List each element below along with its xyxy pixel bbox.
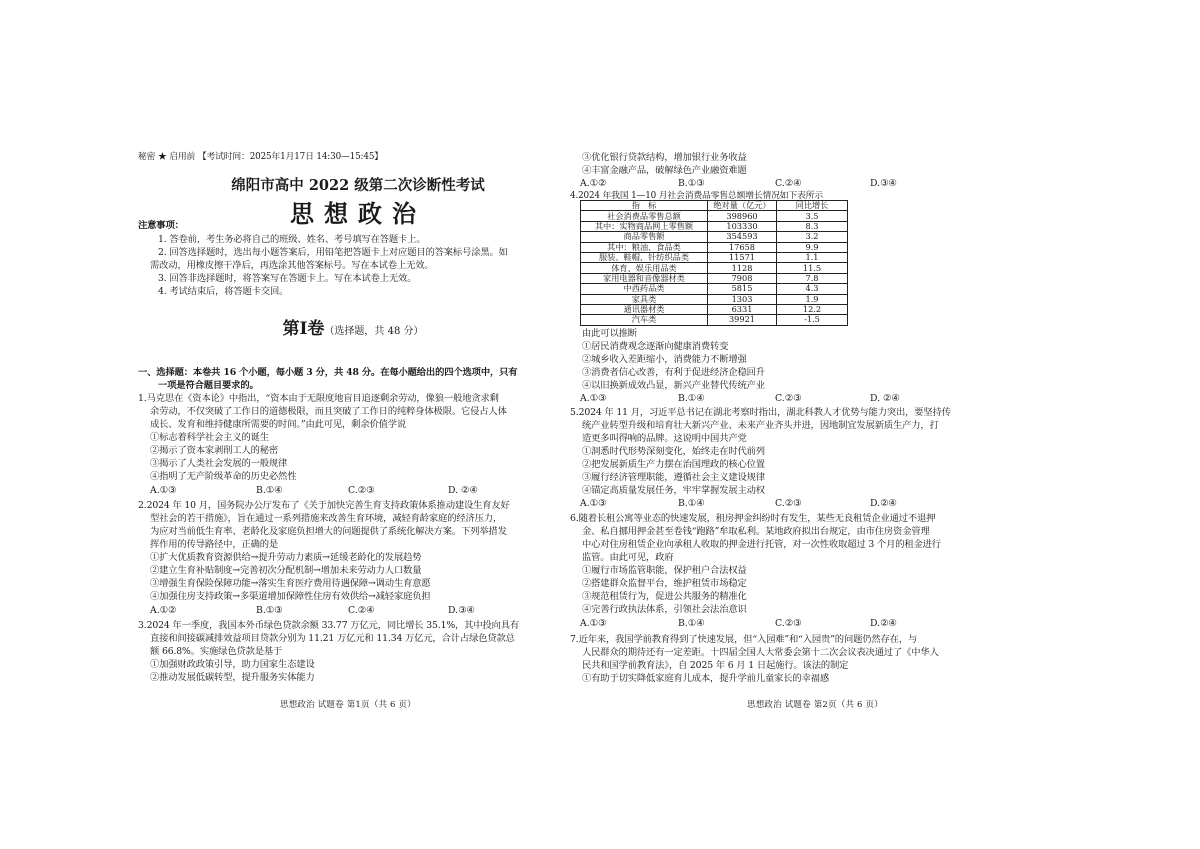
question-1-text: 1.马克思在《资本论》中指出，“资本由于无限度地盲目追逐剩余劳动，像狼一般地贪求剩 [138,393,499,404]
table-cell: 商品零售额 [581,232,708,242]
question-4-text: 4.2024 年我国 1—10 月社会消费品零售总额增长情况如下表所示 [570,191,824,201]
question-5-item: ③履行经济管理职能，遵循社会主义建设规律 [582,472,765,483]
question-3-item: ②推动发展低碳转型，提升服务实体能力 [150,672,315,683]
question-3-text: 直接和间接碳减排效益项目贷款分别为 11.21 万亿元和 11.34 万亿元，合计占绿色贷款总 [150,633,515,644]
question-6-option-c: C.②③ [775,618,802,629]
question-1-item: ④指明了无产阶级革命的历史必然性 [150,471,297,482]
table-cell: 其中：粮油、食品类 [581,242,708,252]
question-3-item: ④丰富金融产品，破解绿色产业融资难题 [582,165,747,176]
question-3-option-d: D.③④ [870,178,897,189]
question-5-option-c: C.②③ [775,498,802,509]
table-cell: 12.2 [777,304,848,314]
table-cell: 39921 [708,315,777,325]
notice-title: 注意事项： [138,220,184,231]
subject-title: 思想政治 [290,199,426,228]
question-2-text: 为应对当前低生育率、老龄化及家庭负担增大的问题提供了系统化解决方案。下列举措发 [150,526,507,537]
table-cell: 398960 [708,211,777,221]
question-4-option-d: D. ②④ [870,393,900,404]
table-cell: -1.5 [777,315,848,325]
table-cell: 体育、娱乐用品类 [581,263,708,273]
notice-line: 3. 回答非选择题时，将答案写在答题卡上。写在本试卷上无效。 [158,273,417,284]
page-2 [570,0,1060,849]
question-7-text: 民共和国学前教育法》，自 2025 年 6 月 1 日起施行。该法的制定 [582,660,849,671]
table-body [581,211,848,325]
question-6-item: ②搭建群众监督平台，维护租赁市场稳定 [582,578,747,589]
question-2-option-a: A.①② [150,605,177,616]
part-heading: 一项是符合题目要求的。 [158,380,259,391]
section-subtitle: （选择题，共 48 分） [324,326,424,337]
question-1-option-b: B.①④ [256,485,283,496]
question-7-text: 7.近年来，我国学前教育得到了快速发展，但“入园难”和“入园贵”的问题仍然存在，与 [570,634,918,645]
question-5-option-d: D.②④ [870,498,897,509]
question-6-item: ③规范租赁行为，促进公共服务的精准化 [582,591,747,602]
table-header-cell: 同比增长 [777,201,848,211]
table-cell: 其中：实物商品网上零售额 [581,221,708,231]
question-3-text: 3.2024 年一季度，我国本外币绿色贷款余额 33.77 万亿元，同比增长 35.1%，其中投向具有 [138,620,520,631]
table-row [581,211,848,221]
question-4-text: 由此可以推断 [582,328,637,339]
table-row [581,221,848,231]
table-row [581,232,848,242]
question-2-text: 2.2024 年 10 月，国务院办公厅发布了《关于加快完善生育支持政策体系推动建设生育友好 [138,500,510,511]
question-1-option-d: D. ②④ [448,485,478,496]
question-1-text: 成长、发育和维持健康所需要的时间。”由此可见，剩余价值学说 [150,419,407,430]
question-4-option-b: B.①④ [678,393,705,404]
table-cell: 11.5 [777,263,848,273]
question-5-option-a: A.①③ [580,498,607,509]
question-4-item: ①居民消费观念逐渐向健康消费转变 [582,341,729,352]
question-6-text: 监管。由此可见，政府 [582,552,674,563]
question-5-option-b: B.①④ [678,498,705,509]
table-row [581,315,848,325]
table-cell: 1.9 [777,294,848,304]
question-3-item: ③优化银行贷款结构，增加银行业务收益 [582,152,747,163]
question-1-text: 余劳动，不仅突破了工作日的道德极限，而且突破了工作日的纯粹身体极限。它侵占人体 [150,406,507,417]
table-row [581,294,848,304]
retail-sales-table [580,200,848,326]
exam-title: 绵阳市高中 2022 级第二次诊断性考试 [231,177,485,194]
question-1-item: ②揭示了资本家剥削工人的秘密 [150,445,279,456]
question-5-text: 5.2024 年 11 月，习近平总书记在湖北考察时指出，湖北科教人才优势与能力突出，要坚持传 [570,407,951,418]
question-3-option-a: A.①② [580,178,607,189]
question-2-item: ①扩大优质教育资源供给→提升劳动力素质→延缓老龄化的发展趋势 [150,552,422,563]
question-6-text: 6.随着长租公寓等业态的快速发展，租房押金纠纷时有发生，某些无良租赁企业通过不退押 [570,513,936,524]
table-cell: 1128 [708,263,777,273]
table-cell: 11571 [708,252,777,262]
table-cell: 家用电器和音像器材类 [581,273,708,283]
table-row [581,273,848,283]
question-5-text: 统产业转型升级和培育壮大新兴产业、未来产业齐头并进，因地制宜发展新质生产力，打 [582,420,939,431]
question-6-text: 中心对住房租赁企业向承租人收取的押金进行托管，对一次性收取超过 3 个月的租金进行 [582,539,941,550]
question-7-item: ①有助于切实降低家庭育儿成本，提升学前儿童家长的幸福感 [582,673,829,684]
question-6-option-d: D.②④ [870,618,897,629]
table-cell: 6331 [708,304,777,314]
table-cell: 7908 [708,273,777,283]
table-row [581,263,848,273]
table-cell: 7.8 [777,273,848,283]
question-2-text: 型社会的若干措施》，旨在通过一系列措施来改善生育环境，减轻育龄家庭的经济压力， [150,513,503,524]
question-3-text: 额 66.8%。实施绿色贷款是基于 [150,646,283,657]
table-cell: 17658 [708,242,777,252]
question-5-item: ④锚定高质量发展任务，牢牢掌握发展主动权 [582,485,765,496]
table-cell: 服装、鞋帽、针纺织品类 [581,252,708,262]
question-1-option-a: A.①③ [150,485,177,496]
table-cell: 3.2 [777,232,848,242]
question-4-option-c: C.②③ [775,393,802,404]
question-4-item: ②城乡收入差距缩小，消费能力不断增强 [582,354,747,365]
table-cell: 社会消费品零售总额 [581,211,708,221]
question-3-item: ①加强财政政策引导，助力国家生态建设 [150,659,315,670]
notice-line: 4. 考试结束后，将答题卡交回。 [158,286,289,297]
question-2-option-c: C.②④ [348,605,375,616]
question-6-text: 金、私自挪用押金甚至卷钱“跑路”牟取私利。某地政府拟出台规定，由市住房资金管理 [582,526,930,537]
page-footer: 思想政治 试题卷 第1页（共 6 页） [280,700,416,710]
question-3-option-c: C.②④ [775,178,802,189]
question-1-item: ③揭示了人类社会发展的一般规律 [150,458,288,469]
question-6-option-b: B.①④ [678,618,705,629]
question-1-option-c: C.②③ [348,485,375,496]
table-cell: 中西药品类 [581,284,708,294]
table-row [581,304,848,314]
notice-line: 2. 回答选择题时，选出每小题答案后，用铅笔把答题卡上对应题目的答案标号涂黑。如 [158,247,508,258]
question-5-item: ①洞悉时代形势深刻变化，始终走在时代前列 [582,446,765,457]
table-cell: 1303 [708,294,777,304]
question-6-item: ①履行市场监管职能，保护租户合法权益 [582,565,747,576]
question-4-item: ④以旧换新成效凸显，新兴产业替代传统产业 [582,380,765,391]
question-2-text: 挥作用的传导路径中，正确的是 [150,539,279,550]
page-footer: 思想政治 试题卷 第2页（共 6 页） [747,700,883,710]
section-heading [138,314,568,339]
table-header-row [581,201,848,211]
question-2-option-b: B.①③ [256,605,283,616]
question-6-option-a: A.①③ [580,618,607,629]
notice-line: 1. 答卷前，考生务必将自己的班级、姓名、考号填写在答题卡上。 [158,234,426,245]
secret-line: 秘密 ★ 启用前 【考试时间：2025年1月17日 14:30—15:45】 [138,152,383,162]
question-1-item: ①标志着科学社会主义的诞生 [150,432,269,443]
question-5-item: ②把发展新质生产力摆在治国理政的核心位置 [582,459,765,470]
question-6-item: ④完善行政执法体系，引领社会法治意识 [582,604,747,615]
table-cell: 4.3 [777,284,848,294]
section-title: 第Ⅰ卷 [282,319,325,339]
table-cell: 103330 [708,221,777,231]
table-cell: 通讯器材类 [581,304,708,314]
table-cell: 1.1 [777,252,848,262]
table-header-cell: 绝对量（亿元） [708,201,777,211]
table-header-cell: 指 标 [581,201,708,211]
table-cell: 家具类 [581,294,708,304]
table-cell: 9.9 [777,242,848,252]
question-2-item: ③增强生育保险保障功能→落实生育医疗费用待遇保障→调动生育意愿 [150,578,431,589]
question-4-item: ③消费者信心改善，有利于促进经济企稳回升 [582,367,765,378]
table-row [581,252,848,262]
part-heading: 一、选择题：本卷共 16 个小题，每小题 3 分，共 48 分。在每小题给出的四个选项中，只有 [138,367,518,378]
table-cell: 8.3 [777,221,848,231]
question-2-item: ②建立生育补贴制度→完善初次分配机制→增加未来劳动力人口数量 [150,565,422,576]
table-cell: 汽车类 [581,315,708,325]
question-2-option-d: D.③④ [448,605,475,616]
table-cell: 5815 [708,284,777,294]
question-2-item: ④加强住房支持政策→多渠道增加保障性住房有效供给→减轻家庭负担 [150,591,431,602]
table-cell: 354593 [708,232,777,242]
table-row [581,242,848,252]
page-1 [138,0,568,849]
notice-line: 需改动，用橡皮擦干净后，再选涂其他答案标号。写在本试卷上无效。 [150,260,434,271]
table-cell: 3.5 [777,211,848,221]
question-7-text: 人民群众的期待还有一定差距。十四届全国人大常委会第十二次会议表决通过了《中华人 [582,647,939,658]
question-4-option-a: A.①③ [580,393,607,404]
question-5-text: 造更多叫得响的品牌。这说明中国共产党 [582,433,747,444]
table-row [581,284,848,294]
question-3-option-b: B.①③ [678,178,705,189]
